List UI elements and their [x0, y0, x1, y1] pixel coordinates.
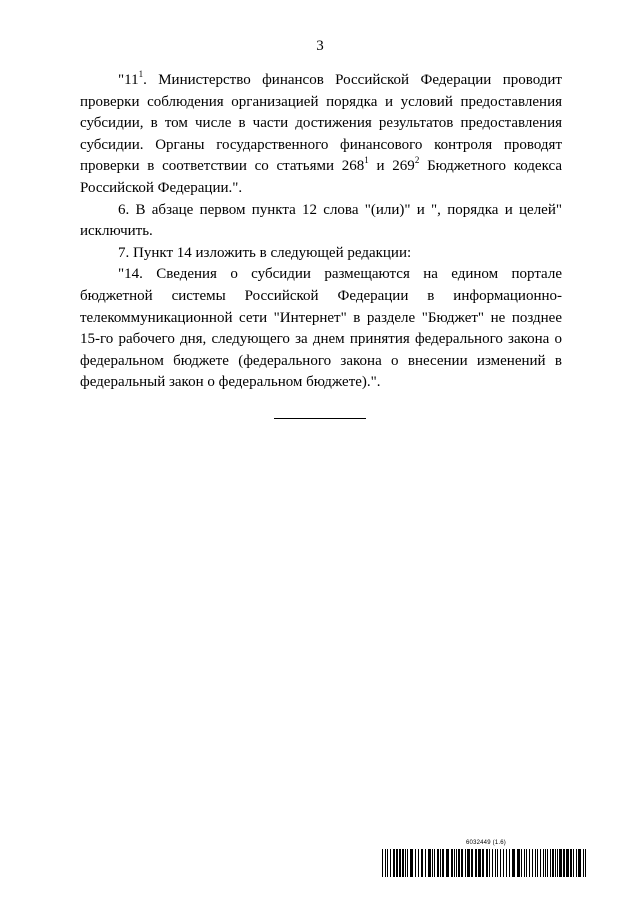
barcode-bar	[393, 849, 395, 877]
barcode-bar	[563, 849, 565, 877]
barcode-bar	[410, 849, 413, 877]
barcode-bar	[583, 849, 584, 877]
barcode-bar	[387, 849, 388, 877]
barcode-bar	[557, 849, 558, 877]
barcode-bar	[432, 849, 433, 877]
barcode-bar	[390, 849, 391, 877]
barcode-bar	[434, 849, 435, 877]
barcode-bar	[545, 849, 546, 877]
barcode-bar	[486, 849, 488, 877]
barcode-bar	[451, 849, 453, 877]
barcode-bar	[512, 849, 515, 877]
barcode-bar	[576, 849, 577, 877]
barcode-bar	[550, 849, 551, 877]
barcode-bar	[465, 849, 466, 877]
barcode-bar	[521, 849, 522, 877]
barcode-bar	[471, 849, 473, 877]
barcode-bar	[440, 849, 441, 877]
barcode-bar	[475, 849, 477, 877]
superscript: 1	[138, 69, 144, 79]
barcode-bar	[532, 849, 533, 877]
barcode-bar	[540, 849, 541, 877]
paragraph-11-1-lead: "11	[118, 72, 139, 88]
barcode-bar	[458, 849, 460, 877]
barcode-bar	[489, 849, 490, 877]
barcode-bar	[566, 849, 569, 877]
barcode-bar	[446, 849, 449, 877]
barcode-bar	[585, 849, 586, 877]
barcode-bar	[500, 849, 501, 877]
barcode-bar	[578, 849, 581, 877]
barcode-bar	[467, 849, 470, 877]
barcode-bar	[552, 849, 554, 877]
barcode-bar	[407, 849, 408, 877]
barcode-bar	[570, 849, 572, 877]
document-body	[80, 70, 562, 394]
barcode-bar	[517, 849, 520, 877]
barcode-bar	[555, 849, 556, 877]
barcode-bar	[399, 849, 401, 877]
barcode-bar	[559, 849, 562, 877]
barcode-bar	[537, 849, 538, 877]
paragraph-item-7: 7. Пункт 14 изложить в следующей редакции:	[118, 244, 412, 261]
page-number: 3	[316, 38, 324, 54]
superscript: 1	[364, 155, 369, 166]
barcode-bar	[573, 849, 574, 877]
barcode	[382, 849, 586, 877]
end-of-text-rule	[274, 418, 366, 419]
barcode-bar	[506, 849, 507, 877]
barcode-bar	[543, 849, 544, 877]
barcode-bar	[402, 849, 404, 877]
barcode-bar	[437, 849, 439, 877]
superscript: 2	[414, 155, 420, 166]
barcode-bar	[547, 849, 548, 877]
barcode-bar	[526, 849, 527, 877]
paragraph-11-1-text-cont: и 269	[368, 158, 415, 175]
barcode-bar	[428, 849, 431, 877]
barcode-bar	[405, 849, 406, 877]
barcode-bar	[495, 849, 496, 877]
barcode-bar	[385, 849, 386, 877]
barcode-bar	[456, 849, 457, 877]
barcode-bar	[482, 849, 484, 877]
barcode-bar	[415, 849, 416, 877]
barcode-bar	[492, 849, 493, 877]
barcode-bar	[382, 849, 383, 877]
barcode-bar	[418, 849, 419, 877]
barcode-bar	[425, 849, 426, 877]
barcode-label: 6032449 (1.6)	[466, 840, 506, 846]
barcode-bar	[503, 849, 504, 877]
paragraph-14-text: "14. Сведения о субсидии размещаются на едином портале бюджетной системы Российской Федерации в информационно-телекоммуникационной сети "Интернет" в разделе "Бюджет" не позднее 15-го рабочего дня, следующего за днем принятия федерального закона о федеральном бюджете (федерального закона о внесении изменений в федеральный закон о федеральном бюджете).".	[80, 266, 562, 391]
paragraph-item-6: 6. В абзаце первом пункта 12 слова "(или)" и ", порядка и целей" исключить.	[80, 201, 562, 240]
barcode-bar	[396, 849, 398, 877]
barcode-bar	[461, 849, 463, 877]
barcode-bar	[454, 849, 455, 877]
barcode-bar	[529, 849, 530, 877]
barcode-bar	[524, 849, 525, 877]
paragraph-11-1-end: Бюджетного кодекса Российской Федерации.".	[80, 158, 562, 196]
barcode-bar	[535, 849, 536, 877]
paragraph-11-1	[80, 70, 562, 200]
barcode-bar	[421, 849, 423, 877]
barcode-bar	[442, 849, 444, 877]
barcode-bar	[478, 849, 481, 877]
paragraph-11-1-text: . Министерство финансов Российской Федерации проводит проверки соблюдения организацией порядка и условий предоставления субсидии, в том числе в части достижения результатов предоставления субсидии. Органы государственного финансового контроля проводят проверки в соответствии со статьями 268	[80, 72, 562, 175]
barcode-bar	[509, 849, 510, 877]
barcode-bar	[497, 849, 498, 877]
